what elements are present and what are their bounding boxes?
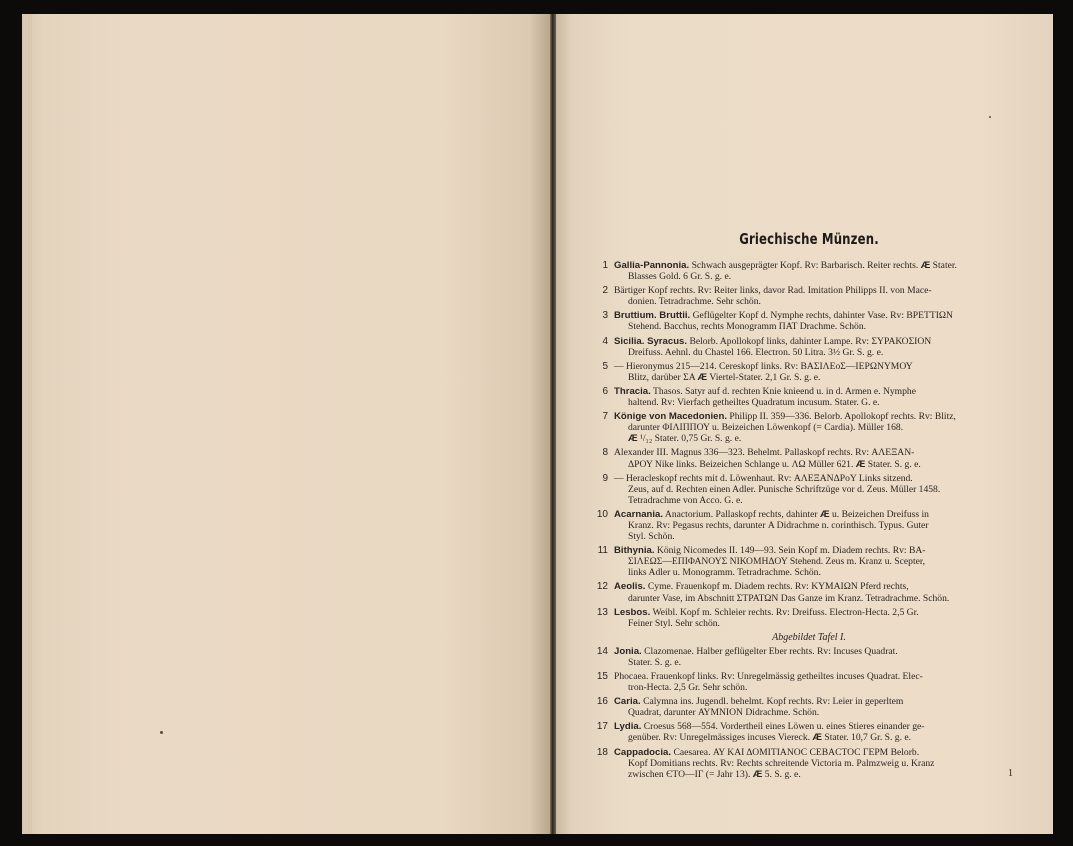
- catalogue-entry: [594, 285, 1024, 307]
- catalogue-entry: [594, 545, 1024, 578]
- paper-spot: [160, 731, 163, 734]
- entry-line: Quadrat, darunter ΑΥΜΝΙΟΝ Didrachme. Schön.: [628, 707, 820, 719]
- entry-line: links Adler u. Monogramm. Tetradrachme. Schön.: [628, 567, 821, 579]
- entry-number: 10: [596, 508, 608, 520]
- entry-line: genüber. Rv: Unregelmässiges incuses Viereck. Æ Stater. 10,7 Gr. S. g. e.: [628, 732, 912, 744]
- catalogue-entry: [594, 696, 1024, 718]
- entry-line: Blasses Gold. 6 Gr. S. g. e.: [628, 271, 732, 283]
- catalogue-entry: [594, 721, 1024, 743]
- entry-line: Caria. Calymna ins. Jugendl. behelmt. Kopf rechts. Rv: Leier in geperltem: [614, 696, 904, 708]
- entry-number: 2: [602, 285, 608, 297]
- entry-number: 8: [602, 447, 608, 459]
- entry-number: 5: [602, 360, 608, 372]
- entry-line: Aeolis. Cyme. Frauenkopf m. Diadem rechts. Rv: ΚΥΜΑΙΩΝ Pferd rechts,: [614, 581, 909, 593]
- entry-line: Styl. Schön.: [628, 531, 675, 543]
- catalogue-entry: [594, 581, 1024, 603]
- catalogue-entry: [594, 646, 1024, 668]
- entry-list: [594, 260, 1024, 780]
- entry-line: Thracia. Thasos. Satyr auf d. rechten Knie knieend u. in d. Armen e. Nymphe: [614, 385, 916, 397]
- entry-line: Gallia-Pannonia. Schwach ausgeprägter Kopf. Rv: Barbarisch. Reiter rechts. Æ Stater.: [614, 260, 957, 271]
- catalogue-entry: [594, 336, 1024, 358]
- entry-line: ΔΡΟΥ Nike links. Beizeichen Schlange u. ΛΩ Müller 621. Æ Stater. S. g. e.: [628, 458, 921, 470]
- entry-line: Blitz, darüber ΣΑ Æ Viertel-Stater. 2,1 Gr. S. g. e.: [628, 371, 821, 383]
- catalogue-entry: [594, 386, 1024, 408]
- entry-line: haltend. Rv: Vierfach getheiltes Quadratum incusum. Stater. G. e.: [628, 397, 880, 409]
- entry-number: 7: [602, 411, 608, 423]
- entry-line: Æ ¹/₁₂ Stater. 0,75 Gr. S. g. e.: [628, 433, 742, 445]
- entry-line: Bärtiger Kopf rechts. Rv: Reiter links, davor Rad. Imitation Philipps II. von Mace-: [614, 285, 932, 297]
- entry-line: Tetradrachme von Acco. G. e.: [628, 494, 743, 506]
- entry-number: 1: [602, 260, 608, 271]
- entry-line: Bruttium. Bruttii. Geflügelter Kopf d. Nymphe rechts, dahinter Vase. Rv: ΒΡΕΤΤΙΩΝ: [614, 310, 953, 322]
- entry-line: donien. Tetradrachme. Sehr schön.: [628, 296, 761, 308]
- entry-line: Stehend. Bacchus, rechts Monogramm ΠΑΤ Drachme. Schön.: [628, 321, 867, 333]
- entry-line: darunter ΦΙΛΙΠΠΟΥ u. Beizeichen Löwenkopf (= Cardia). Müller 168.: [628, 422, 904, 434]
- entry-line: Lesbos. Weibl. Kopf m. Schleier rechts. Rv: Dreifuss. Electron-Hecta. 2,5 Gr.: [614, 606, 919, 618]
- right-page: [556, 14, 1053, 834]
- entry-line: ΣΙΛΕΩΣ—ΕΠΙΦΑΝΟΥΣ ΝΙΚΟΜΗΔΟΥ Stehend. Zeus m. Kranz u. Scepter,: [628, 556, 926, 568]
- catalogue-entry: [594, 607, 1024, 629]
- entry-line: Alexander III. Magnus 336—323. Behelmt. Pallaskopf rechts. Rv: ΑΛΕΞΑΝ-: [614, 447, 915, 459]
- entry-line: — Hieronymus 215—214. Cereskopf links. Rv: ΒΑΣΙΛΕοΣ—ΙΕΡΩΝΥΜΟΥ: [614, 360, 913, 372]
- entry-line: — Heracleskopf rechts mit d. Löwenhaut. Rv: ΑΛΕΞΑΝΔΡοΥ Links sitzend.: [614, 472, 913, 484]
- entry-number: 17: [596, 721, 608, 733]
- entry-line: Lydia. Croesus 568—554. Vordertheil eines Löwen u. eines Stieres einander ge-: [614, 721, 925, 733]
- entry-line: Acarnania. Anactorium. Pallaskopf rechts, dahinter Æ u. Beizeichen Dreifuss in: [614, 508, 929, 520]
- entry-line: Cappadocia. Caesarea. ΑΥ ΚΑΙ ΔΟΜΙΤΙΑΝΟC CEBACTOC ΓΕΡΜ Belorb.: [614, 746, 920, 758]
- catalogue-entry: [594, 411, 1024, 444]
- entry-number: 11: [597, 545, 608, 557]
- catalogue-entry: [594, 671, 1024, 693]
- entry-number: 18: [596, 746, 608, 758]
- entry-line: Bithynia. König Nicomedes II. 149—93. Sein Kopf m. Diadem rechts. Rv: ΒΑ-: [614, 545, 926, 557]
- entry-number: 15: [596, 671, 608, 682]
- catalogue-entry: [594, 473, 1024, 506]
- entry-line: Kranz. Rv: Pegasus rechts, darunter Α Didrachme n. corinthisch. Typus. Guter: [628, 519, 929, 531]
- entry-line: Dreifuss. Aehnl. du Chastel 166. Electron. 50 Litra. 3½ Gr. S. g. e.: [628, 346, 884, 358]
- left-page-blank: [22, 14, 550, 834]
- catalogue-entry: [594, 447, 1024, 469]
- entry-line: Kopf Domitians rechts. Rv: Rechts schreitende Victoria m. Palmzweig u. Kranz: [628, 757, 935, 769]
- entry-number: 12: [596, 581, 608, 593]
- entry-line: Sicilia. Syracus. Belorb. Apollokopf links, dahinter Lampe. Rv: ΣΥΡΑΚΟΣΙΟΝ: [614, 335, 932, 347]
- entry-number: 4: [602, 335, 608, 347]
- page-title: Griechische Münzen.: [739, 230, 879, 248]
- open-book: [22, 14, 1053, 834]
- paper-spot: [989, 116, 991, 118]
- entry-number: 6: [602, 385, 608, 397]
- entry-line: Könige von Macedonien. Philipp II. 359—336. Belorb. Apollokopf rechts. Rv: Blitz,: [614, 411, 956, 423]
- entry-line: Jonia. Clazomenae. Halber geflügelter Eber rechts. Rv: Incuses Quadrat.: [614, 645, 898, 657]
- page-edges: [22, 14, 32, 834]
- entry-line: Stater. S. g. e.: [628, 656, 682, 668]
- catalogue-entry: [594, 310, 1024, 332]
- entry-line: Feiner Styl. Sehr schön.: [628, 617, 720, 629]
- entry-number: 9: [602, 472, 608, 484]
- page-number: 1: [1008, 768, 1013, 779]
- catalogue-text: [594, 230, 1024, 783]
- entry-number: 13: [596, 606, 608, 618]
- entry-line: Zeus, auf d. Rechten einen Adler. Punische Schriftzüge vor d. Zeus. Müller 1458.: [628, 483, 941, 495]
- entry-line: Phocaea. Frauenkopf links. Rv: Unregelmässig getheiltes incuses Quadrat. Elec-: [614, 671, 923, 682]
- plate-caption: Abgebildet Tafel I.: [772, 631, 846, 643]
- entry-number: 16: [596, 696, 608, 708]
- entry-line: darunter Vase, im Abschnitt ΣΤΡΑΤΩΝ Das Ganze im Kranz. Tetradrachme. Schön.: [628, 592, 950, 604]
- catalogue-entry: [594, 747, 1024, 780]
- entry-number: 14: [596, 645, 608, 657]
- entry-number: 3: [602, 310, 608, 322]
- entry-line: tron-Hecta. 2,5 Gr. Sehr schön.: [628, 682, 748, 694]
- catalogue-entry: [594, 361, 1024, 383]
- entry-line: zwischen ЄΤΟ—ΙΓ (= Jahr 13). Æ 5. S. g. e.: [628, 768, 801, 780]
- catalogue-entry: [594, 260, 1024, 282]
- catalogue-entry: [594, 509, 1024, 542]
